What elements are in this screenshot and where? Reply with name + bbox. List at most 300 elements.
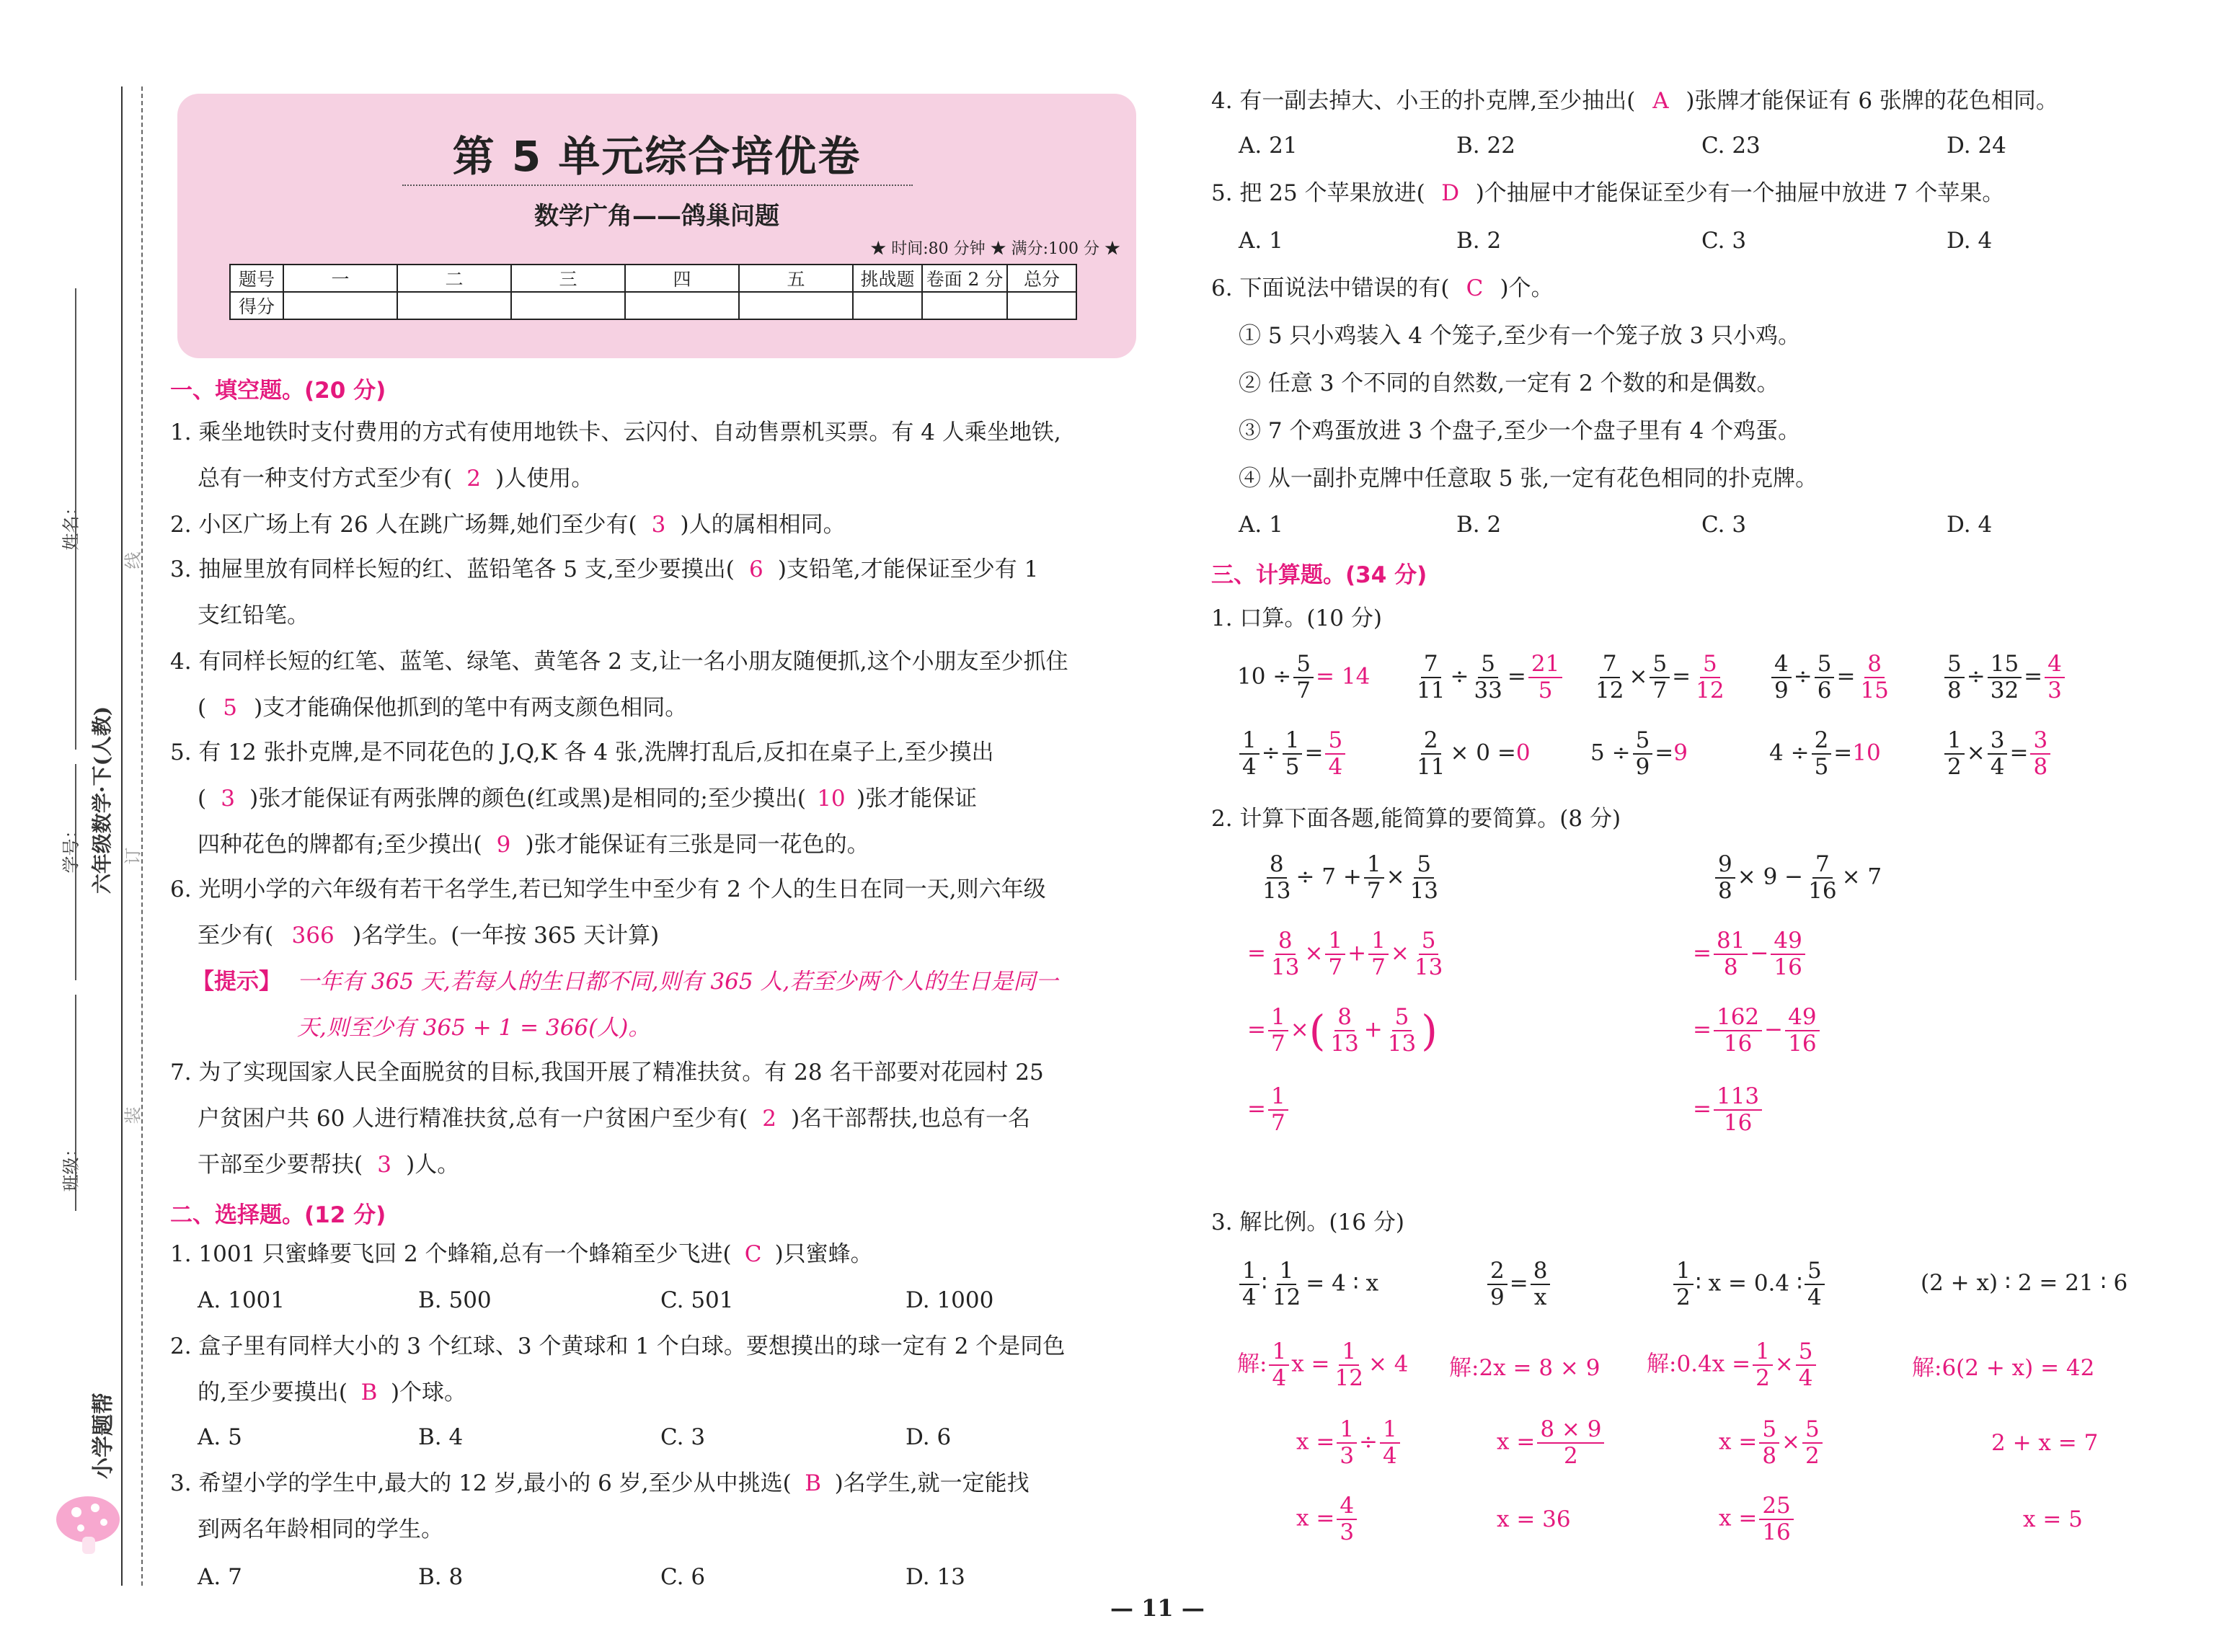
numerator: 1 <box>1283 729 1303 755</box>
operator: × 7 <box>1841 863 1882 890</box>
proportion-4-step1: 解:6(2 + x) = 42 <box>1912 1355 2095 1381</box>
answer: D <box>1441 180 1460 206</box>
hint-label: 【提示】 <box>192 969 281 995</box>
score-col-header: 五 <box>739 265 853 292</box>
numerator: 5 <box>1805 1260 1825 1285</box>
option: D. 6 <box>906 1424 952 1450</box>
denominator: 8 <box>1723 954 1738 980</box>
q-text: 户贫困户共 60 人进行精准扶贫,总有一户贫困户至少有( <box>198 1106 748 1132</box>
fraction <box>1368 930 1389 979</box>
result: 10 <box>1852 740 1881 766</box>
q-text: )人使用。 <box>495 466 594 492</box>
fraction <box>1771 930 1805 979</box>
fraction <box>1537 1418 1604 1467</box>
fraction <box>1293 653 1314 702</box>
denominator: 16 <box>1774 954 1802 980</box>
q-text: 的,至少要摸出( <box>198 1380 347 1405</box>
numerator: 1 <box>1277 1260 1297 1285</box>
equals: = <box>1833 740 1853 766</box>
numerator: 2 <box>1487 1260 1507 1285</box>
expr: 5 ÷ <box>1590 740 1631 766</box>
numerator: 5 <box>1796 1341 1816 1366</box>
fraction <box>1593 653 1626 702</box>
denominator: 7 <box>1270 1031 1285 1057</box>
numerator: 8 <box>1864 653 1885 678</box>
denominator: 7 <box>1270 1110 1285 1136</box>
expr: ∶ x = 0.4 ∶ <box>1695 1270 1803 1297</box>
fraction <box>1988 653 2022 702</box>
q-text: )支铅笔,才能保证至少有 1 <box>777 556 1039 582</box>
proportion-1-result <box>1296 1495 1359 1544</box>
denominator: 12 <box>1595 678 1624 703</box>
option: A. 1001 <box>198 1287 285 1313</box>
denominator: 16 <box>1723 1110 1753 1136</box>
fraction <box>1759 1418 1779 1467</box>
answer: 2 <box>466 466 481 492</box>
q-text: )人。 <box>406 1152 460 1178</box>
score-col-header: 一 <box>283 265 397 292</box>
numerator: 81 <box>1714 930 1748 955</box>
fraction <box>1239 729 1259 778</box>
mushroom-logo <box>52 1492 124 1557</box>
cut-line <box>141 86 143 1586</box>
denominator: 5 <box>1285 754 1300 780</box>
q-text: )个球。 <box>390 1380 467 1405</box>
equals: = <box>1304 740 1324 766</box>
statement-1: ① 5 只小鸡装入 4 个笼子,至少有一个笼子放 3 只小鸡。 <box>1239 323 1801 349</box>
numerator: 7 <box>1812 853 1833 879</box>
denominator: 5 <box>1814 754 1829 780</box>
numerator: 4 <box>2045 653 2065 678</box>
fraction <box>1759 1495 1793 1544</box>
fraction <box>1528 653 1562 702</box>
denominator: 13 <box>1387 1031 1417 1057</box>
proportion-2-result: x = 36 <box>1497 1506 1571 1532</box>
option: D. 1000 <box>906 1287 994 1313</box>
expr: = 4 ∶ x <box>1306 1270 1379 1297</box>
score-cell[interactable] <box>739 292 853 319</box>
fraction <box>1270 1260 1303 1309</box>
fill-q4-line2 <box>198 685 687 731</box>
solution-label: 解: <box>1237 1351 1267 1377</box>
denominator: 13 <box>1330 1031 1359 1057</box>
option: A. 1 <box>1239 228 1283 254</box>
denominator: 2 <box>1947 754 1962 780</box>
name-underline <box>75 288 76 750</box>
denominator: 12 <box>1334 1365 1363 1391</box>
fraction <box>1364 853 1384 902</box>
score-col-header: 总分 <box>1007 265 1076 292</box>
q-text: )人的属相相同。 <box>680 512 846 538</box>
fill-q7-line3 <box>198 1142 459 1188</box>
name-label: 姓名： <box>61 498 81 551</box>
choice-q1 <box>170 1231 873 1277</box>
fraction <box>1471 653 1505 702</box>
expr: x = <box>1719 1505 1758 1532</box>
option: D. 13 <box>906 1564 965 1590</box>
fraction <box>1407 853 1441 902</box>
hint-line2: 天,则至少有 365 + 1 = 366(人)。 <box>297 1015 651 1041</box>
q-text: )名学生。(一年按 365 天计算) <box>353 923 660 949</box>
operator: − <box>1750 940 1769 967</box>
score-col-header: 卷面 2 分 <box>922 265 1007 292</box>
fill-q7-line2 <box>198 1096 1030 1142</box>
option: C. 6 <box>660 1564 706 1590</box>
option: B. 2 <box>1456 228 1502 254</box>
numerator: 1 <box>1673 1260 1694 1285</box>
numerator: 5 <box>1759 1418 1779 1444</box>
statement-2: ② 任意 3 个不同的自然数,一定有 2 个数的和是偶数。 <box>1239 370 1779 396</box>
q-text: 至少有( <box>198 923 274 949</box>
numerator: 5 <box>1478 653 1498 678</box>
q-text: )个抽屉中才能保证至少有一个抽屉中放进 7 个苹果。 <box>1475 180 2005 206</box>
operator: × <box>1386 863 1405 890</box>
answer: 2 <box>762 1106 776 1132</box>
option: A. 1 <box>1239 512 1283 538</box>
denominator: 2 <box>1676 1284 1691 1310</box>
fraction <box>1753 1338 1773 1391</box>
fraction <box>1325 930 1345 979</box>
q-text: )个。 <box>1500 275 1554 301</box>
statement-4: ④ 从一副扑克牌中任意取 5 张,一定有花色相同的扑克牌。 <box>1239 466 1818 492</box>
expr: x = <box>1296 1429 1335 1455</box>
operator: × <box>1629 663 1648 690</box>
proportion-1-step1 <box>1237 1338 1409 1391</box>
numerator: 49 <box>1771 930 1805 955</box>
answer: 3 <box>377 1152 391 1178</box>
denominator: 3 <box>2047 678 2062 703</box>
numerator: 1 <box>1239 1260 1259 1285</box>
numerator: 4 <box>1337 1495 1357 1520</box>
score-cell[interactable] <box>511 292 625 319</box>
expr: 4 ÷ <box>1769 740 1810 766</box>
operator: × <box>1781 1429 1801 1455</box>
fraction <box>1531 1260 1551 1309</box>
operator: × <box>1290 1016 1309 1043</box>
denominator: 6 <box>1817 678 1832 703</box>
fraction <box>1268 930 1302 979</box>
operator: − <box>1764 1016 1784 1043</box>
oral-b2 <box>1412 729 1531 778</box>
equals: = <box>1247 940 1266 967</box>
choice-q3-line1 <box>170 1460 1030 1506</box>
numerator: 4 <box>1771 653 1792 678</box>
denominator: 32 <box>1990 678 2019 703</box>
score-cell[interactable] <box>853 292 922 319</box>
option: D. 4 <box>1947 228 1993 254</box>
q-text: 总有一种支付方式至少有( <box>198 466 453 492</box>
denominator: 11 <box>1417 678 1445 703</box>
fill-q2 <box>170 502 846 548</box>
denominator: 13 <box>1270 954 1300 980</box>
denominator: 8 <box>1762 1443 1777 1469</box>
q-text: 5. 把 25 个苹果放进( <box>1211 180 1425 206</box>
proportion-3-step2 <box>1719 1418 1825 1467</box>
denominator: 7 <box>1328 954 1343 980</box>
ratio-sign: ∶ <box>1261 1270 1267 1297</box>
proportion-3 <box>1671 1260 1827 1309</box>
denominator: 9 <box>1774 678 1789 703</box>
q-text: )支才能确保他抓到的笔中有两支颜色相同。 <box>254 695 688 721</box>
option: D. 24 <box>1947 133 2006 159</box>
denominator: 4 <box>1328 754 1343 780</box>
numerator: 8 <box>1334 1006 1355 1031</box>
fill-q5-line1: 5. 有 12 张扑克牌,是不同花色的 J,Q,K 各 4 张,洗牌打乱后,反扣在桌子上,至少摸出 <box>170 740 994 765</box>
title-rule <box>402 185 913 186</box>
equals: = <box>1655 740 1674 766</box>
denominator: 2 <box>1805 1443 1820 1469</box>
fraction <box>1327 1006 1361 1055</box>
fraction <box>1785 1006 1819 1055</box>
numerator: 5 <box>1802 1418 1823 1444</box>
exam-meta: ★ 时间:80 分钟 ★ 满分:100 分 ★ <box>870 240 1120 258</box>
score-cell[interactable] <box>922 292 1007 319</box>
q-text: )只蜜蜂。 <box>774 1241 873 1267</box>
fill-q1-line1: 1. 乘坐地铁时支付费用的方式有使用地铁卡、云闪付、自动售票机买票。有 4 人乘坐地铁, <box>170 419 1061 445</box>
denominator: 7 <box>1652 678 1668 703</box>
section-1-title: 一、填空题。(20 分) <box>170 378 386 404</box>
option: C. 3 <box>1701 512 1747 538</box>
score-table-header-row <box>230 265 1076 292</box>
hint-line1: 一年有 365 天,若每人的生日都不同,则有 365 人,若至少两个人的生日是同一 <box>297 969 1058 995</box>
denominator: 2 <box>1564 1443 1578 1469</box>
numerator: 5 <box>1325 729 1345 755</box>
option: A. 7 <box>198 1564 242 1590</box>
operator: + <box>1363 1016 1383 1043</box>
numerator: 1 <box>1268 1085 1288 1111</box>
q-text: )名学生,就一定能找 <box>834 1470 1030 1496</box>
operator: × 9 − <box>1737 863 1804 890</box>
equals: = <box>1672 663 1691 690</box>
expr: x = <box>1296 1505 1335 1532</box>
denominator: 33 <box>1474 678 1502 703</box>
numerator: 1 <box>1268 1006 1288 1031</box>
proportion-4-step2: 2 + x = 7 <box>1991 1430 2099 1456</box>
fill-q6-line1: 6. 光明小学的六年级有若干名学生,若已知学生中至少有 2 个人的生日在同一天,则六年级 <box>170 876 1046 902</box>
operator: ÷ <box>1261 740 1280 766</box>
fill-q1-line2 <box>198 456 593 502</box>
numerator: 1 <box>1368 930 1389 955</box>
operator: × <box>1390 940 1409 967</box>
denominator: 16 <box>1723 1031 1753 1057</box>
score-cell[interactable] <box>283 292 397 319</box>
numerator: 8 × 9 <box>1537 1418 1604 1444</box>
oral-b3 <box>1590 729 1688 778</box>
expr: × 0 = <box>1450 740 1516 766</box>
denominator: 7 <box>1371 954 1386 980</box>
operator: + <box>1347 940 1367 967</box>
score-col-header: 题号 <box>230 265 283 292</box>
answer: C <box>744 1241 762 1267</box>
operator: ÷ <box>1966 663 1985 690</box>
option: D. 4 <box>1947 512 1993 538</box>
page-title: 第 5 单元综合培优卷 <box>452 132 862 181</box>
oral-b4 <box>1769 729 1881 778</box>
fraction <box>1815 653 1835 702</box>
option: B. 500 <box>418 1287 492 1313</box>
fill-q5-line2 <box>198 776 977 822</box>
equals: = <box>2009 740 2029 766</box>
simplify-right-step1 <box>1693 930 1807 979</box>
score-cell[interactable] <box>625 292 739 319</box>
equals: = <box>1509 1270 1528 1297</box>
numerator: 25 <box>1759 1495 1793 1520</box>
fraction <box>1802 1418 1823 1467</box>
simplify-right-result <box>1693 1085 1764 1134</box>
section-3-title: 三、计算题。(34 分) <box>1211 562 1427 588</box>
score-table-score-row <box>230 292 1076 319</box>
numerator: 8 <box>1531 1260 1551 1285</box>
q-text: )张才能保证 <box>856 786 978 812</box>
score-col-header: 三 <box>511 265 625 292</box>
q-text: )张牌才能保证有 6 张牌的花色相同。 <box>1686 88 2058 114</box>
numerator: 49 <box>1785 1006 1819 1031</box>
option: A. 21 <box>1239 133 1298 159</box>
denominator: 3 <box>1340 1519 1355 1545</box>
answer: 366 <box>291 923 335 949</box>
choice-q5 <box>1211 170 2004 216</box>
numerator: 1 <box>1269 1341 1289 1366</box>
equals: = <box>1247 1096 1266 1122</box>
operator: × <box>1966 740 1985 766</box>
denominator: 13 <box>1414 954 1443 980</box>
fill-q4-line1: 4. 有同样长短的红笔、蓝笔、绿笔、黄笔各 2 支,让一名小朋友随便抓,这个小朋友至少抓住 <box>170 649 1068 675</box>
option: B. 22 <box>1456 133 1515 159</box>
score-cell[interactable] <box>397 292 511 319</box>
fraction <box>1385 1006 1419 1055</box>
q-text: )名干部帮扶,也总有一名 <box>791 1106 1031 1132</box>
option: A. 5 <box>198 1424 242 1450</box>
oral-calc-title: 1. 口算。(10 分) <box>1211 605 1382 631</box>
numerator: 5 <box>1419 930 1439 955</box>
fraction <box>1812 729 1832 778</box>
denominator: 9 <box>1635 754 1650 780</box>
fraction <box>1944 653 1965 702</box>
numerator: 1 <box>1753 1341 1773 1366</box>
option: B. 2 <box>1456 512 1502 538</box>
q-text: ( <box>198 786 207 812</box>
equals: = <box>1693 1096 1712 1122</box>
q-text: )张才能保证有两张牌的颜色(红或黑)是相同的;至少摸出( <box>249 786 806 812</box>
operator: ÷ <box>1793 663 1812 690</box>
answer: 6 <box>748 556 763 582</box>
denominator: 13 <box>1409 878 1439 904</box>
fraction <box>1771 653 1792 702</box>
proportion-4: (2 + x) ∶ 2 = 21 ∶ 6 <box>1921 1270 2128 1296</box>
operator: × <box>1774 1351 1794 1377</box>
choice-q6 <box>1211 265 1554 311</box>
fraction <box>1268 1006 1288 1055</box>
fraction <box>1714 1085 1762 1134</box>
q-text: )张才能保证有三张是同一花色的。 <box>525 832 869 858</box>
numerator: 3 <box>1988 729 2008 755</box>
fraction <box>2045 653 2065 702</box>
proportion-2-step1: 解:2x = 8 × 9 <box>1449 1355 1600 1381</box>
proportion-3-result <box>1719 1495 1796 1544</box>
simplify-right-step2 <box>1693 1006 1822 1055</box>
equals: = <box>1836 663 1856 690</box>
numerator: 5 <box>1392 1006 1412 1031</box>
denominator: 4 <box>1807 1284 1822 1310</box>
oral-a1 <box>1237 653 1370 702</box>
result: 0 <box>1515 740 1531 766</box>
paren-open: ( <box>1309 1006 1326 1055</box>
answer: 9 <box>496 832 511 858</box>
score-col-header: 四 <box>625 265 739 292</box>
fraction <box>1380 1418 1400 1467</box>
denominator: 5 <box>1538 678 1553 703</box>
q-text: 4. 有一副去掉大、小王的扑克牌,至少抽出( <box>1211 88 1636 114</box>
fraction <box>1650 653 1670 702</box>
q-text: ( <box>198 695 207 721</box>
proportion-4-result: x = 5 <box>2023 1506 2083 1532</box>
option: B. 4 <box>418 1424 464 1450</box>
paren-close: ) <box>1421 1006 1438 1055</box>
fraction <box>1487 1260 1507 1309</box>
q-text: 1. 1001 只蜜蜂要飞回 2 个蜂箱,总有一个蜂箱至少飞进( <box>170 1241 732 1267</box>
proportion-1 <box>1237 1260 1378 1309</box>
numerator: 5 <box>1414 853 1434 879</box>
fill-q6-line2 <box>198 912 659 959</box>
denominator: 16 <box>1788 1031 1817 1057</box>
denominator: 4 <box>1990 754 2005 780</box>
numerator: 5 <box>1650 653 1670 678</box>
expr: × 4 <box>1368 1351 1409 1377</box>
section-2-title: 二、选择题。(12 分) <box>170 1202 386 1228</box>
fraction <box>1414 653 1448 702</box>
numerator: 8 <box>1267 853 1287 879</box>
page-subtitle: 数学广角——鸽巢问题 <box>534 202 779 231</box>
denominator: 4 <box>1272 1365 1287 1391</box>
fraction <box>1633 729 1653 778</box>
option: C. 3 <box>1701 228 1747 254</box>
choice-q2-line2 <box>198 1369 466 1416</box>
header-card <box>177 94 1136 358</box>
oral-a4 <box>1769 653 1894 702</box>
denominator: 4 <box>1798 1365 1813 1391</box>
fraction <box>1805 853 1839 902</box>
equals: = <box>1693 1016 1712 1043</box>
class-underline <box>75 995 76 1211</box>
fraction <box>1268 1085 1288 1134</box>
fraction <box>1693 653 1727 702</box>
page-number: — 11 — <box>1110 1594 1205 1622</box>
oral-a3 <box>1590 653 1730 702</box>
numerator: 1 <box>1339 1341 1359 1366</box>
equals: = <box>2024 663 2043 690</box>
score-row-label: 得分 <box>230 292 283 319</box>
id-underline <box>75 764 76 980</box>
option: C. 3 <box>660 1424 706 1450</box>
cut-char-line: 线 <box>123 551 143 569</box>
expr: 10 ÷ <box>1237 663 1292 690</box>
proportion-2-step2 <box>1497 1418 1606 1467</box>
equals: = <box>1507 663 1526 690</box>
answer: 10 <box>817 786 846 812</box>
score-table <box>229 264 1077 320</box>
expr: x = <box>1497 1429 1536 1455</box>
simplify-title: 2. 计算下面各题,能简算的要简算。(8 分) <box>1211 806 1621 832</box>
score-cell[interactable] <box>1007 292 1076 319</box>
simplify-left-step2 <box>1247 1006 1438 1055</box>
numerator: 7 <box>1421 653 1441 678</box>
option: C. 501 <box>660 1287 734 1313</box>
brand-label: 小学题帮 <box>91 1393 116 1479</box>
q-text: 干部至少要帮扶( <box>198 1152 363 1178</box>
denominator: 7 <box>1296 678 1311 703</box>
numerator: 15 <box>1988 653 2022 678</box>
operator: ÷ <box>1359 1429 1378 1455</box>
